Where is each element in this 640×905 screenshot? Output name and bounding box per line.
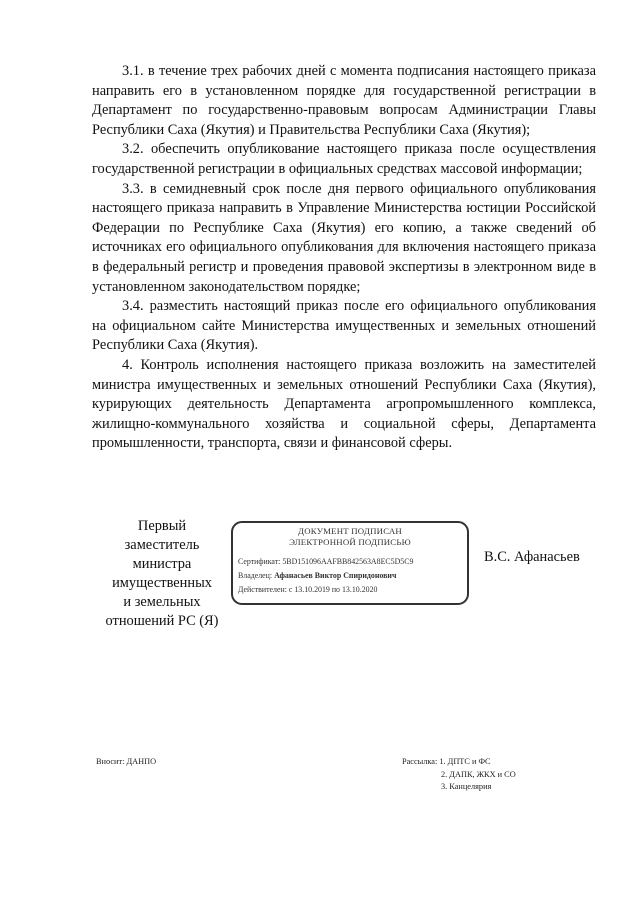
stamp-validity: Действителен: с 13.10.2019 по 13.10.2020 bbox=[238, 585, 378, 594]
stamp-title-line: ЭЛЕКТРОННОЙ ПОДПИСЬЮ bbox=[289, 537, 411, 547]
certificate-value: 5BD151096AAFBB842563A8EC5D5C9 bbox=[282, 557, 414, 566]
stamp-title-line: ДОКУМЕНТ ПОДПИСАН bbox=[298, 526, 402, 536]
position-line: Первый bbox=[137, 518, 187, 534]
stamp-owner bbox=[238, 569, 462, 583]
distribution-item: 2. ДАПК, ЖКХ и СО bbox=[441, 769, 516, 779]
stamp-title bbox=[238, 526, 462, 548]
footer-distribution bbox=[402, 756, 516, 794]
paragraph-3-2: 3.2. обеспечить опубликование настоящего приказа после осуществления государственной регистрации в официальных средствах массовой информации; bbox=[92, 141, 596, 177]
position-line: имущественных bbox=[112, 575, 212, 591]
position-line: министра bbox=[132, 556, 192, 572]
paragraph-4: 4. Контроль исполнения настоящего приказа возложить на заместителей министра имущественных и земельных отношений Республики Саха (Якутия), курирующих деятельность Департамента агропромышленного комплекса, жилищно-коммунального хозяйства и социальной сферы, Департамента промышленности, транспорта, связи и финансовой сферы. bbox=[92, 356, 596, 452]
stamp-certificate bbox=[238, 555, 462, 569]
document-body bbox=[92, 62, 596, 454]
paragraph-3-1: 3.1. в течение трех рабочих дней с момента подписания настоящего приказа направить его в установленном порядке для государственной регистрации в Департамент по государственно-правовым вопросам Администрации Главы Республики Саха (Якутия) и Правительства Республики Саха (Якутия); bbox=[92, 63, 596, 138]
signatory-position bbox=[92, 517, 232, 631]
footer-submitter: Вносит: ДАНПО bbox=[96, 757, 157, 766]
owner-value: Афанасьев Виктор Спиридонович bbox=[274, 571, 397, 580]
distribution-item: 3. Канцелярия bbox=[441, 782, 492, 791]
distribution-first-line bbox=[402, 756, 516, 769]
position-line: и земельных bbox=[123, 594, 201, 610]
paragraph-3-3: 3.3. в семидневный срок после дня первого официального опубликования настоящего приказа направить в Управление Министерства юстиции Российской Федерации по Республике Саха (Якутия) его копию, а также сведений об источниках его официального опубликования для включения настоящего приказа в федеральный регистр и проведения правовой экспертизы в электронном виде в установленном законодательством порядке; bbox=[92, 180, 596, 295]
position-line: отношений РС (Я) bbox=[105, 613, 219, 629]
paragraph-3-4: 3.4. разместить настоящий приказ после его официального опубликования на официальном сайте Министерства имущественных и земельных отношений Республики Саха (Якутия). bbox=[92, 298, 596, 354]
distribution-label: Рассылка: bbox=[402, 757, 438, 766]
signatory-name: В.С. Афанасьев bbox=[484, 549, 580, 565]
certificate-label: Сертификат: bbox=[238, 557, 281, 566]
distribution-item: 1. ДПТС и ФС bbox=[439, 757, 491, 766]
owner-label: Владелец: bbox=[238, 571, 273, 580]
position-line: заместитель bbox=[124, 537, 200, 553]
electronic-signature-stamp bbox=[231, 521, 469, 605]
